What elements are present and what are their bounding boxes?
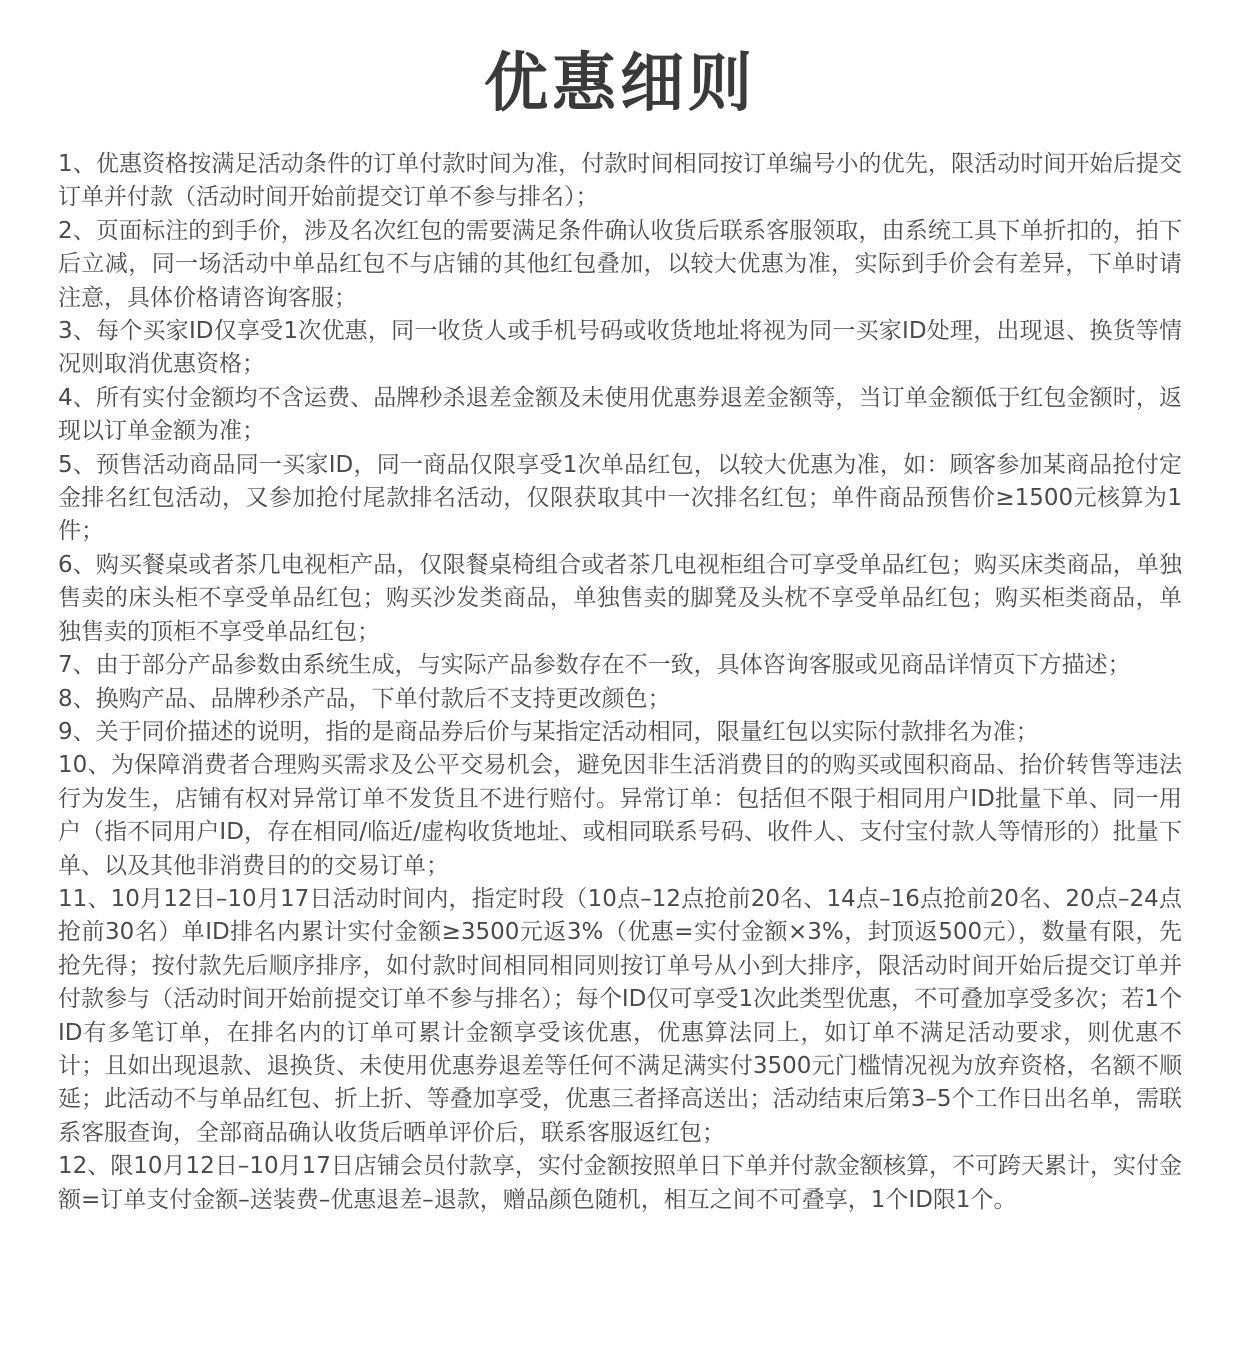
rule-item: 7、由于部分产品参数由系统生成，与实际产品参数存在不一致，具体咨询客服或见商品详情页下方描述； bbox=[58, 652, 1131, 679]
rule-item: 1、优惠资格按满足活动条件的订单付款时间为准，付款时间相同按订单编号小的优先，限活动时间开始后提交订单并付款（活动时间开始前提交订单不参与排名）； bbox=[58, 151, 1182, 211]
rule-item: 12、限10月12日–10月17日店铺会员付款享，实付金额按照单日下单并付款金额核算，不可跨天累计，实付金额=订单支付金额–送装费–优惠退差–退款，赠品颜色随机，相互之间不可叠享，1个ID限1个。 bbox=[58, 1153, 1182, 1213]
page-title: 优惠细则 bbox=[484, 47, 756, 121]
rule-item: 9、关于同价描述的说明，指的是商品券后价与某指定活动相同，限量红包以实际付款排名为准； bbox=[58, 718, 1039, 745]
rule-item: 4、所有实付金额均不含运费、品牌秒杀退差金额及未使用优惠券退差金额等，当订单金额低于红包金额时，返现以订单金额为准； bbox=[58, 384, 1182, 445]
rule-item: 8、换购产品、品牌秒杀产品，下单付款后不支持更改颜色； bbox=[58, 685, 671, 712]
rule-item: 3、每个买家ID仅享受1次优惠，同一收货人或手机号码或收货地址将视为同一买家ID处理，出现退、换货等情况则取消优惠资格； bbox=[58, 318, 1182, 378]
rule-item: 10、为保障消费者合理购买需求及公平交易机会，避免因非生活消费目的的购买或囤积商品、抬价转售等违法行为发生，店铺有权对异常订单不发货且不进行赔付。异常订单：包括但不限于相同用户ID批量下单、同一用户（指不同用户ID，存在相同/临近/虚构收货地址、或相同联系号码、收件人、支付宝付款人等情形的）批量下单、以及其他非消费目的的交易订单； bbox=[58, 752, 1182, 879]
rule-item: 11、10月12日–10月17日活动时间内，指定时段（10点–12点抢前20名、14点–16点抢前20名、20点–24点抢前30名）单ID排名内累计实付金额≥3500元返3%（优惠=实付金额×3%，封顶返500元），数量有限，先抢先得；按付款先后顺序排序，如付款时间相同相同则按订单号从小到大排序，限活动时间开始后提交订单并付款参与（活动时间开始前提交订单不参与排名）；每个ID仅可享受1次此类型优惠，不可叠加享受多次；若1个ID有多笔订单，在排名内的订单可累计金额享受该优惠，优惠算法同上，如订单不满足活动要求，则优惠不计；且如出现退款、退换货、未使用优惠券退差等任何不满足满实付3500元门槛情况视为放弃资格，名额不顺延；此活动不与单品红包、折上折、等叠加享受，优惠三者择高送出；活动结束后第3–5个工作日出名单，需联系客服查询，全部商品确认收货后晒单评价后，联系客服返红包； bbox=[58, 885, 1182, 1146]
rule-item: 6、购买餐桌或者茶几电视柜产品，仅限餐桌椅组合或者茶几电视柜组合可享受单品红包；购买床类商品，单独售卖的床头柜不享受单品红包；购买沙发类商品，单独售卖的脚凳及头枕不享受单品红包；购买柜类商品，单独售卖的顶柜不享受单品红包； bbox=[58, 551, 1182, 645]
rules-list bbox=[58, 148, 1182, 1217]
rule-item: 5、预售活动商品同一买家ID，同一商品仅限享受1次单品红包，以较大优惠为准，如：顾客参加某商品抢付定金排名红包活动，又参加抢付尾款排名活动，仅限获取其中一次排名红包；单件商品预售价≥1500元核算为1件； bbox=[58, 451, 1182, 545]
rule-item: 2、页面标注的到手价，涉及名次红包的需要满足条件确认收货后联系客服领取，由系统工具下单折扣的，拍下后立减，同一场活动中单品红包不与店铺的其他红包叠加，以较大优惠为准，实际到手价会有差异，下单时请注意，具体价格请咨询客服； bbox=[58, 217, 1182, 311]
